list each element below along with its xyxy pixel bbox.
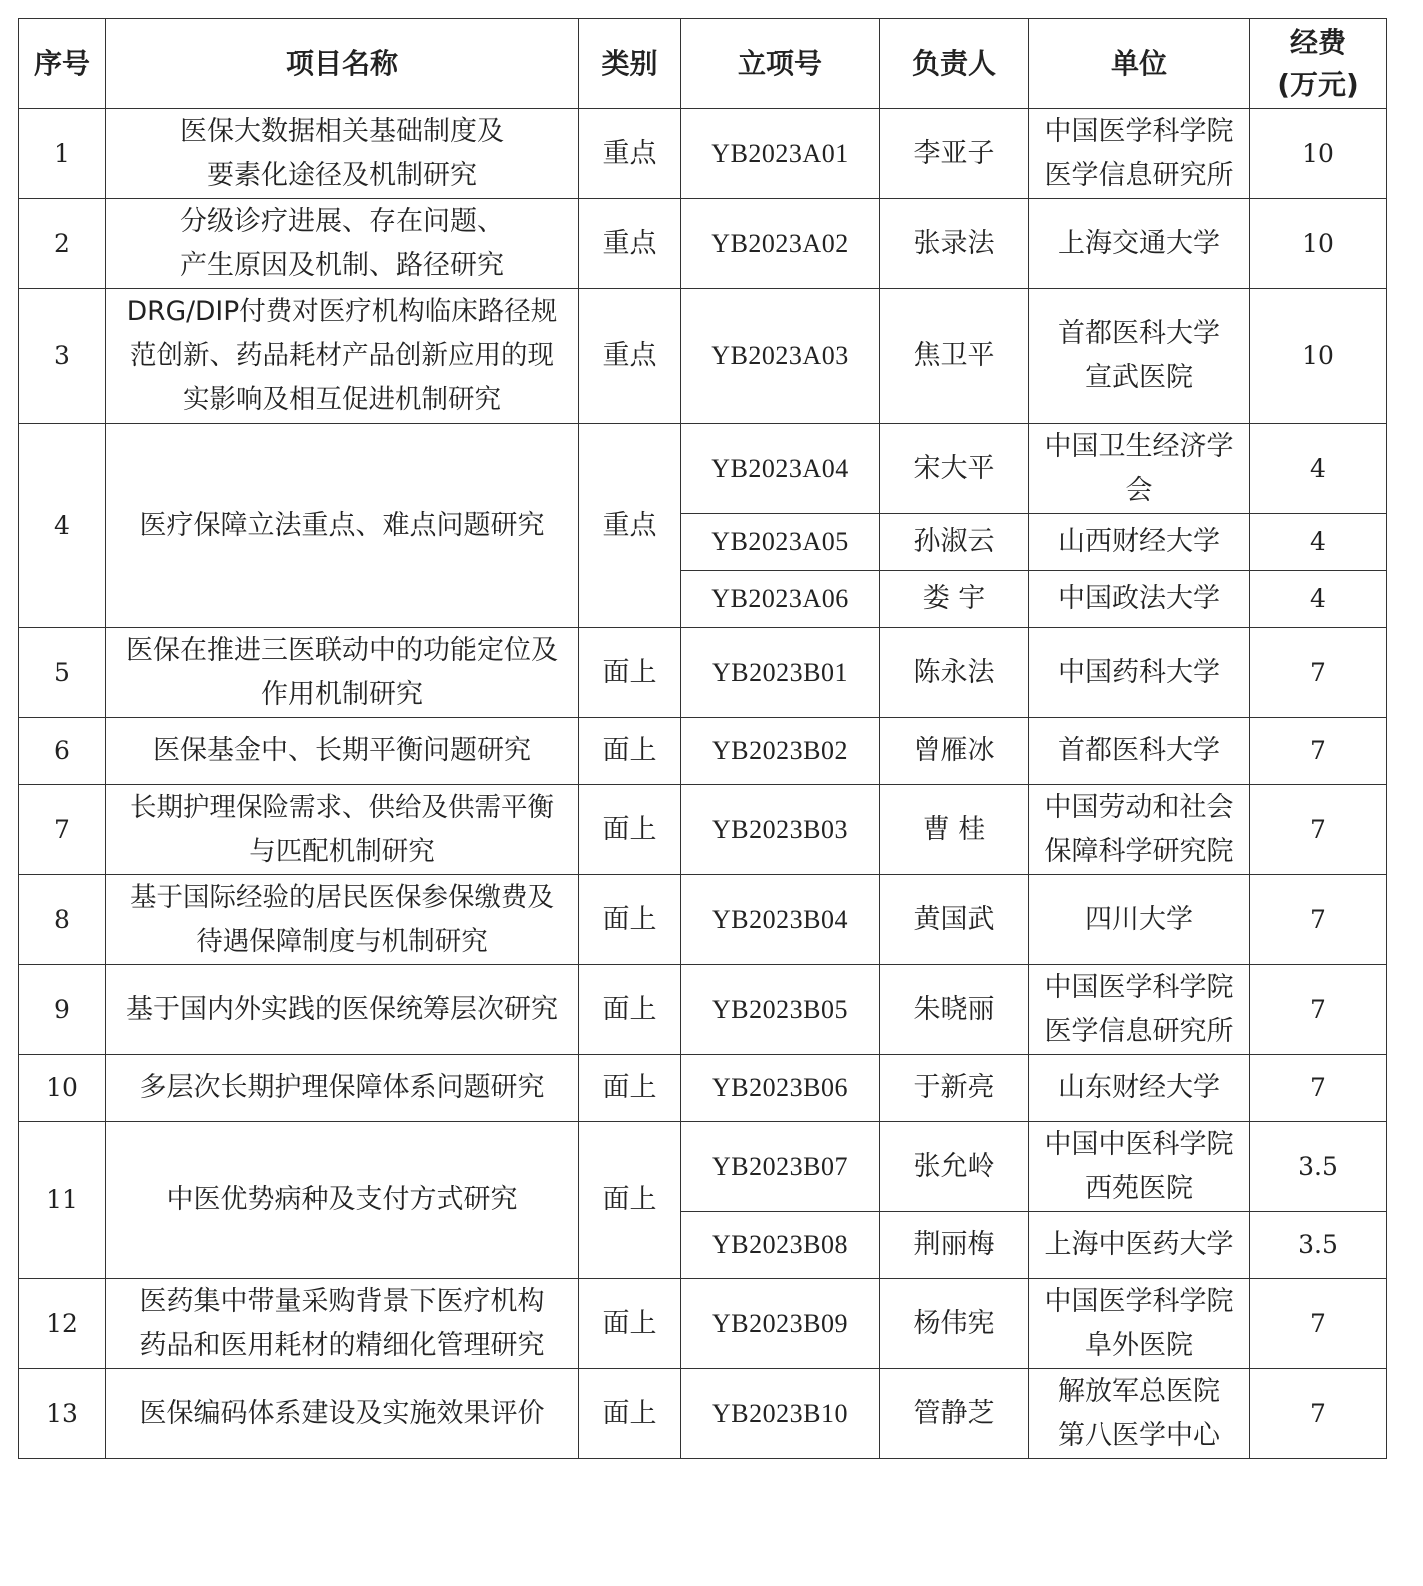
table-row: [19, 109, 1387, 199]
fee-cell: 3.5: [1250, 1122, 1387, 1212]
category-cell: 面上: [579, 875, 681, 965]
category-cell: 面上: [579, 718, 681, 785]
seq-cell: 1: [19, 109, 106, 199]
unit-cell: 中国药科大学: [1029, 628, 1250, 718]
unit-cell: 上海中医药大学: [1029, 1212, 1250, 1279]
unit-cell: 首都医科大学 宣武医院: [1029, 289, 1250, 424]
seq-cell: 10: [19, 1055, 106, 1122]
table-row: [19, 1122, 1387, 1212]
unit-cell: 中国中医科学院 西苑医院: [1029, 1122, 1250, 1212]
project-code-cell: YB2023B04: [681, 875, 880, 965]
table-row: [19, 718, 1387, 785]
table-row: [19, 424, 1387, 514]
project-code-cell: YB2023A06: [681, 571, 880, 628]
header-seq: 序号: [19, 19, 106, 109]
project-code-cell: YB2023B03: [681, 785, 880, 875]
project-name-cell: 基于国际经验的居民医保参保缴费及 待遇保障制度与机制研究: [106, 875, 579, 965]
fee-cell: 10: [1250, 109, 1387, 199]
unit-cell: 中国政法大学: [1029, 571, 1250, 628]
fee-cell: 7: [1250, 1369, 1387, 1459]
lead-cell: 娄 宇: [880, 571, 1029, 628]
projects-table: [18, 18, 1387, 1459]
unit-cell: 中国医学科学院 医学信息研究所: [1029, 109, 1250, 199]
fee-cell: 7: [1250, 785, 1387, 875]
fee-cell: 10: [1250, 199, 1387, 289]
seq-cell: 5: [19, 628, 106, 718]
category-cell: 面上: [579, 628, 681, 718]
project-name-cell: 医保基金中、长期平衡问题研究: [106, 718, 579, 785]
project-code-cell: YB2023B09: [681, 1279, 880, 1369]
fee-cell: 4: [1250, 571, 1387, 628]
header-row: [19, 19, 1387, 109]
fee-cell: 7: [1250, 628, 1387, 718]
project-name-cell: 分级诊疗进展、存在问题、 产生原因及机制、路径研究: [106, 199, 579, 289]
project-code-cell: YB2023A03: [681, 289, 880, 424]
table-row: [19, 1055, 1387, 1122]
project-name-cell: 医药集中带量采购背景下医疗机构 药品和医用耗材的精细化管理研究: [106, 1279, 579, 1369]
unit-cell: 中国卫生经济学 会: [1029, 424, 1250, 514]
table-body: [19, 109, 1387, 1459]
fee-cell: 7: [1250, 875, 1387, 965]
seq-cell: 12: [19, 1279, 106, 1369]
lead-cell: 于新亮: [880, 1055, 1029, 1122]
table-row: [19, 199, 1387, 289]
unit-cell: 中国医学科学院 医学信息研究所: [1029, 965, 1250, 1055]
lead-cell: 杨伟宪: [880, 1279, 1029, 1369]
category-cell: 重点: [579, 109, 681, 199]
fee-cell: 7: [1250, 1055, 1387, 1122]
category-cell: 重点: [579, 199, 681, 289]
seq-cell: 11: [19, 1122, 106, 1279]
project-name-cell: DRG/DIP付费对医疗机构临床路径规 范创新、药品耗材产品创新应用的现 实影响及相互促进机制研究: [106, 289, 579, 424]
unit-cell: 山东财经大学: [1029, 1055, 1250, 1122]
seq-cell: 8: [19, 875, 106, 965]
fee-cell: 7: [1250, 965, 1387, 1055]
category-cell: 面上: [579, 1279, 681, 1369]
lead-cell: 宋大平: [880, 424, 1029, 514]
seq-cell: 13: [19, 1369, 106, 1459]
header-fee: 经费 (万元): [1250, 19, 1387, 109]
project-name-cell: 多层次长期护理保障体系问题研究: [106, 1055, 579, 1122]
lead-cell: 张录法: [880, 199, 1029, 289]
project-name-cell: 中医优势病种及支付方式研究: [106, 1122, 579, 1279]
seq-cell: 9: [19, 965, 106, 1055]
header-code: 立项号: [681, 19, 880, 109]
lead-cell: 陈永法: [880, 628, 1029, 718]
category-cell: 面上: [579, 1369, 681, 1459]
project-code-cell: YB2023A04: [681, 424, 880, 514]
fee-cell: 4: [1250, 514, 1387, 571]
project-code-cell: YB2023A01: [681, 109, 880, 199]
category-cell: 面上: [579, 1055, 681, 1122]
fee-cell: 3.5: [1250, 1212, 1387, 1279]
seq-cell: 6: [19, 718, 106, 785]
seq-cell: 3: [19, 289, 106, 424]
lead-cell: 管静芝: [880, 1369, 1029, 1459]
project-name-cell: 长期护理保险需求、供给及供需平衡 与匹配机制研究: [106, 785, 579, 875]
table-row: [19, 1279, 1387, 1369]
project-name-cell: 医保编码体系建设及实施效果评价: [106, 1369, 579, 1459]
header-name: 项目名称: [106, 19, 579, 109]
fee-cell: 7: [1250, 718, 1387, 785]
unit-cell: 中国医学科学院 阜外医院: [1029, 1279, 1250, 1369]
project-name-cell: 医保在推进三医联动中的功能定位及 作用机制研究: [106, 628, 579, 718]
project-code-cell: YB2023B08: [681, 1212, 880, 1279]
lead-cell: 曾雁冰: [880, 718, 1029, 785]
category-cell: 面上: [579, 965, 681, 1055]
table-header: [19, 19, 1387, 109]
project-code-cell: YB2023B07: [681, 1122, 880, 1212]
lead-cell: 朱晓丽: [880, 965, 1029, 1055]
unit-cell: 四川大学: [1029, 875, 1250, 965]
header-category: 类别: [579, 19, 681, 109]
project-code-cell: YB2023A02: [681, 199, 880, 289]
project-code-cell: YB2023B01: [681, 628, 880, 718]
project-code-cell: YB2023B05: [681, 965, 880, 1055]
fee-cell: 7: [1250, 1279, 1387, 1369]
unit-cell: 解放军总医院 第八医学中心: [1029, 1369, 1250, 1459]
lead-cell: 李亚子: [880, 109, 1029, 199]
table-row: [19, 1369, 1387, 1459]
category-cell: 重点: [579, 289, 681, 424]
project-name-cell: 基于国内外实践的医保统筹层次研究: [106, 965, 579, 1055]
project-code-cell: YB2023B10: [681, 1369, 880, 1459]
project-name-cell: 医保大数据相关基础制度及 要素化途径及机制研究: [106, 109, 579, 199]
project-code-cell: YB2023B06: [681, 1055, 880, 1122]
seq-cell: 2: [19, 199, 106, 289]
table-row: [19, 875, 1387, 965]
table-row: [19, 628, 1387, 718]
category-cell: 面上: [579, 1122, 681, 1279]
project-code-cell: YB2023A05: [681, 514, 880, 571]
fee-cell: 4: [1250, 424, 1387, 514]
unit-cell: 山西财经大学: [1029, 514, 1250, 571]
unit-cell: 首都医科大学: [1029, 718, 1250, 785]
header-lead: 负责人: [880, 19, 1029, 109]
category-cell: 重点: [579, 424, 681, 628]
fee-cell: 10: [1250, 289, 1387, 424]
unit-cell: 上海交通大学: [1029, 199, 1250, 289]
unit-cell: 中国劳动和社会 保障科学研究院: [1029, 785, 1250, 875]
project-code-cell: YB2023B02: [681, 718, 880, 785]
lead-cell: 荆丽梅: [880, 1212, 1029, 1279]
lead-cell: 焦卫平: [880, 289, 1029, 424]
seq-cell: 4: [19, 424, 106, 628]
category-cell: 面上: [579, 785, 681, 875]
lead-cell: 曹 桂: [880, 785, 1029, 875]
table-row: [19, 785, 1387, 875]
table-row: [19, 289, 1387, 424]
lead-cell: 张允岭: [880, 1122, 1029, 1212]
lead-cell: 黄国武: [880, 875, 1029, 965]
table-row: [19, 965, 1387, 1055]
project-name-cell: 医疗保障立法重点、难点问题研究: [106, 424, 579, 628]
seq-cell: 7: [19, 785, 106, 875]
header-unit: 单位: [1029, 19, 1250, 109]
lead-cell: 孙淑云: [880, 514, 1029, 571]
